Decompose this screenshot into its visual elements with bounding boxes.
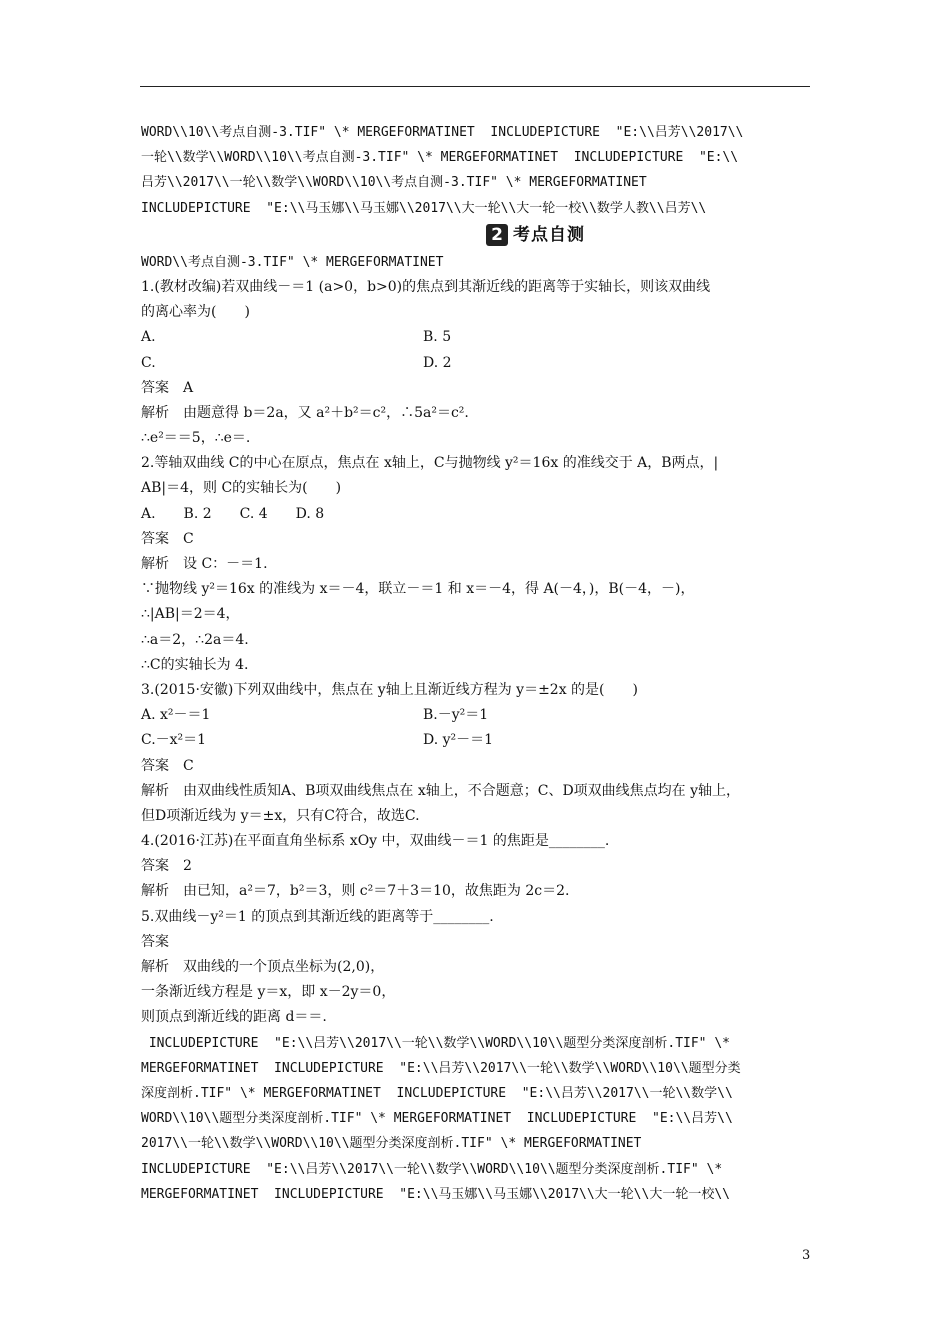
question-4-analysis: 解析 由已知，a²＝7，b²＝3，则 c²＝7＋3＝10，故焦距为 2c＝2.: [141, 883, 570, 900]
question-1-options-row: [141, 325, 831, 350]
field-code-line: WORD\\10\\考点自测-3.TIF" \* MERGEFORMATINET INCLUDEPICTURE "E:\\吕芳\\2017\\: [141, 125, 744, 140]
question-5-stem: 5.双曲线－y²＝1 的顶点到其渐近线的距离等于________.: [141, 908, 494, 925]
question-1-analysis: ∴e²＝＝5，∴e＝.: [141, 430, 251, 447]
option-c: C.－x²＝1: [141, 732, 207, 749]
option-b: B. 5: [423, 329, 452, 346]
question-2-analysis: ∴a＝2，∴2a＝4.: [141, 631, 249, 648]
field-code-line: INCLUDEPICTURE "E:\\吕芳\\2017\\一轮\\数学\\WORD\\10\\题型分类深度剖析.TIF" \*: [141, 1035, 730, 1051]
header-rule: [140, 86, 810, 87]
question-4-stem: 4.(2016·江苏)在平面直角坐标系 xOy 中，双曲线－＝1 的焦距是________.: [141, 833, 610, 850]
question-5-analysis: 则顶点到渐近线的距离 d＝＝.: [141, 1009, 327, 1026]
option-a: A. x²－＝1: [141, 707, 211, 724]
field-code-line: 吕芳\\2017\\一轮\\数学\\WORD\\10\\考点自测-3.TIF" \* MERGEFORMATINET: [141, 175, 647, 191]
question-2-analysis: ∴|AB|＝2＝4，: [141, 606, 240, 623]
option-b: B.－y²＝1: [423, 707, 489, 724]
question-2-options: A. B. 2 C. 4 D. 8: [141, 505, 325, 522]
page-body: [141, 120, 831, 1207]
field-code-line: 深度剖析.TIF" \* MERGEFORMATINET INCLUDEPICTURE "E:\\吕芳\\2017\\一轮\\数学\\: [141, 1085, 733, 1101]
question-5-analysis: 解析 双曲线的一个顶点坐标为(2,0)，: [141, 959, 385, 975]
field-code-line: INCLUDEPICTURE "E:\\吕芳\\2017\\一轮\\数学\\WORD\\10\\题型分类深度剖析.TIF" \*: [141, 1161, 723, 1177]
field-code-line: WORD\\考点自测-3.TIF" \* MERGEFORMATINET: [141, 254, 444, 270]
question-2-answer: 答案 C: [141, 530, 194, 547]
question-3-options-row: [141, 728, 831, 753]
question-3-analysis: 解析 由双曲线性质知A、B项双曲线焦点在 x轴上，不合题意；C、D项双曲线焦点均在 y轴上，: [141, 782, 741, 799]
question-5-analysis: 一条渐近线方程是 y＝x，即 x－2y＝0，: [141, 984, 396, 1001]
field-code-line: 一轮\\数学\\WORD\\10\\考点自测-3.TIF" \* MERGEFORMATINET INCLUDEPICTURE "E:\\: [141, 150, 739, 166]
question-3-analysis: 但D项渐近线为 y＝±x，只有C符合，故选C.: [141, 807, 420, 824]
option-c: C.: [141, 354, 156, 371]
question-1-stem-cont: 的离心率为( ): [141, 304, 250, 321]
field-code-line: WORD\\10\\题型分类深度剖析.TIF" \* MERGEFORMATINET INCLUDEPICTURE "E:\\吕芳\\: [141, 1111, 733, 1127]
section-heading: [141, 221, 831, 250]
option-a: A.: [141, 329, 156, 346]
section-title: 考点自测: [513, 224, 585, 245]
question-2-analysis: ∵抛物线 y²＝16x 的准线为 x＝－4，联立－＝1 和 x＝－4，得 A(－4，)，B(－4，－)，: [141, 581, 695, 598]
question-3-answer: 答案 C: [141, 757, 194, 774]
page-number: 3: [802, 1248, 811, 1263]
option-d: D. y²－＝1: [423, 732, 494, 749]
option-d: D. 2: [423, 354, 452, 371]
question-1-analysis: 解析 由题意得 b＝2a，又 a²＋b²＝c²，∴5a²＝c².: [141, 404, 469, 421]
question-2-analysis: ∴C的实轴长为 4.: [141, 656, 249, 673]
field-code-line: 2017\\一轮\\数学\\WORD\\10\\题型分类深度剖析.TIF" \* MERGEFORMATINET: [141, 1136, 642, 1152]
field-code-line: INCLUDEPICTURE "E:\\马玉娜\\马玉娜\\2017\\大一轮\\大一轮一校\\数学人教\\吕芳\\: [141, 200, 707, 216]
section-number-badge: 2: [486, 224, 508, 246]
question-2-analysis: 解析 设 C：－＝1.: [141, 556, 268, 572]
question-2-stem-cont: AB|＝4，则 C的实轴长为( ): [141, 480, 342, 497]
question-1-answer: 答案 A: [141, 379, 194, 396]
field-code-line: MERGEFORMATINET INCLUDEPICTURE "E:\\马玉娜\\马玉娜\\2017\\大一轮\\大一轮一校\\: [141, 1186, 730, 1202]
question-2-stem: 2.等轴双曲线 C的中心在原点，焦点在 x轴上，C与抛物线 y²＝16x 的准线交于 A，B两点，|: [141, 455, 719, 472]
question-3-stem: 3.(2015·安徽)下列双曲线中，焦点在 y轴上且渐近线方程为 y＝±2x 的是( ): [141, 681, 638, 698]
field-code-line: MERGEFORMATINET INCLUDEPICTURE "E:\\吕芳\\2017\\一轮\\数学\\WORD\\10\\题型分类: [141, 1060, 741, 1076]
question-5-answer: 答案: [141, 933, 169, 950]
question-1-stem: 1.(教材改编)若双曲线－＝1 (a>0，b>0)的焦点到其渐近线的距离等于实轴长，则该双曲线: [141, 278, 711, 295]
question-1-options-row: [141, 351, 831, 376]
question-4-answer: 答案 2: [141, 858, 192, 875]
question-3-options-row: [141, 703, 831, 728]
